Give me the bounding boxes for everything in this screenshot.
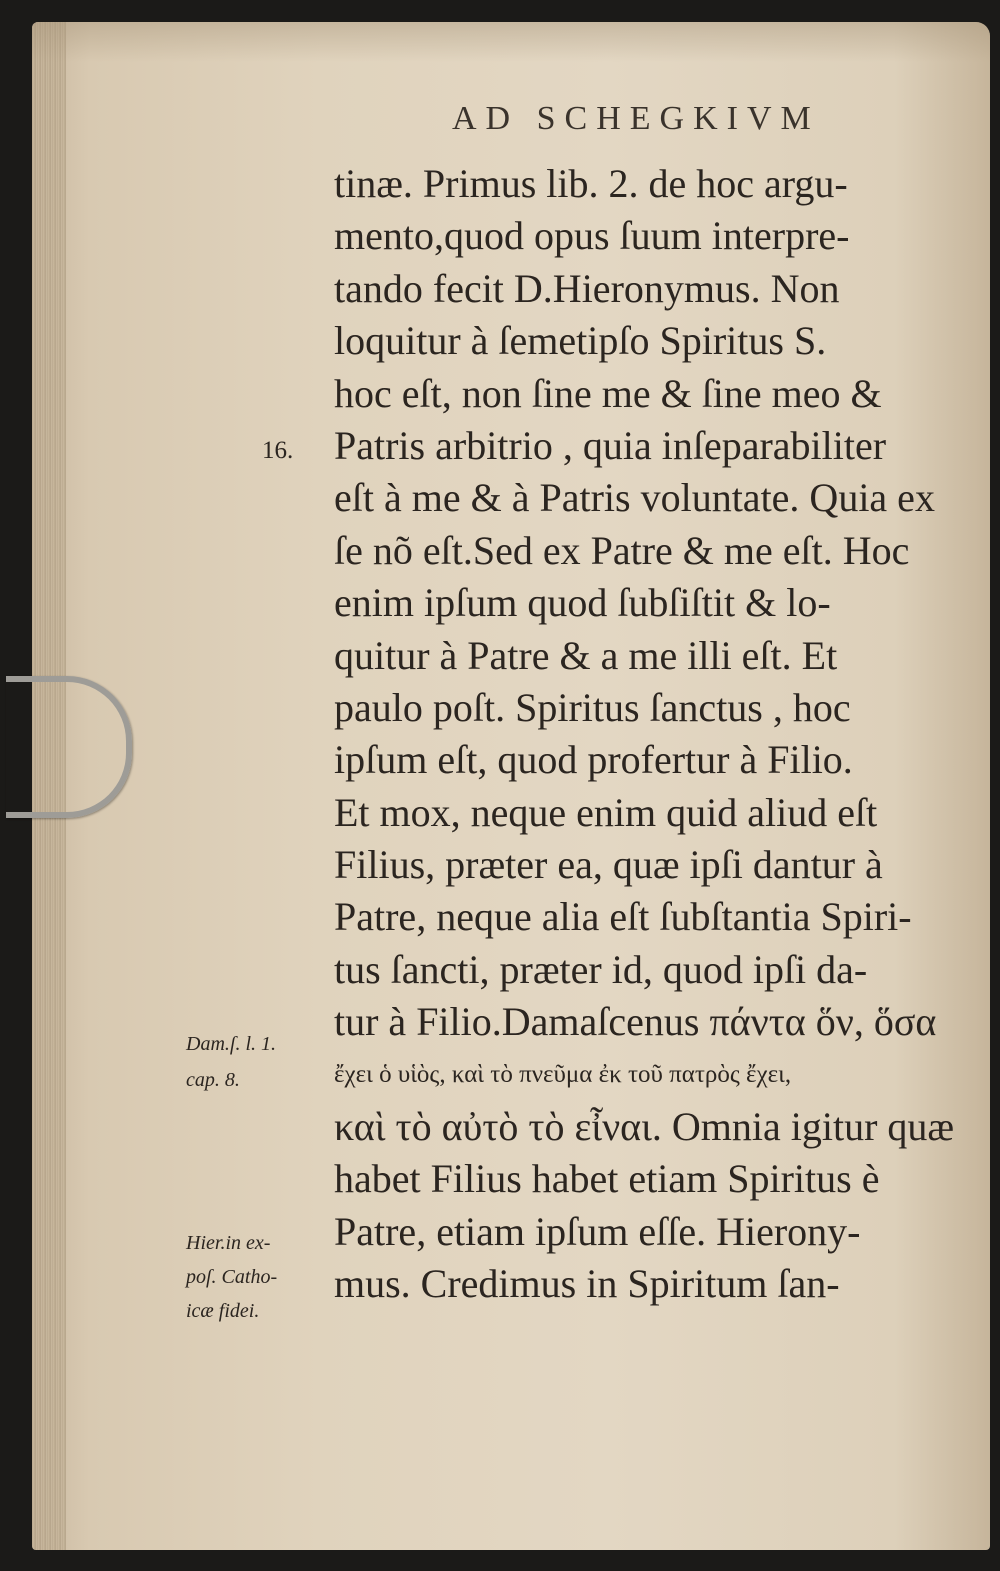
- text-line: hoc eſt, non ſine me & ſine meo &: [334, 370, 882, 416]
- text-line: tinæ. Primus lib. 2. de hoc argu-: [334, 161, 848, 206]
- text-line: paulo poſt. Spiritus ſanctus , hoc: [334, 684, 851, 730]
- text-line: habet Filius habet etiam Spiritus è: [334, 1156, 880, 1202]
- text-line: eſt à me & à Patris voluntate. Quia ex: [334, 475, 935, 521]
- text-line: quitur à Patre & a me illi eſt. Et: [334, 632, 838, 678]
- margin-number: 16.: [262, 437, 294, 464]
- margin-note-damascenus: [186, 1026, 276, 1098]
- text-line: mento,quod opus ſuum interpre-: [334, 213, 850, 259]
- page-shadow: [32, 22, 990, 62]
- text-line: Patre, neque alia eſt ſubſtantia Spiri-: [334, 894, 912, 940]
- paper-clip: [6, 676, 132, 818]
- text-line: loquitur à ſemetipſo Spiritus S.: [334, 318, 827, 364]
- text-line: καὶ τὸ αὐτὸ τὸ εἶναι. Omnia igitur quæ: [334, 1104, 955, 1150]
- text-line: Patre, etiam ipſum eſſe. Hierony-: [334, 1208, 861, 1254]
- text-line: enim ipſum quod ſubſiſtit & lo-: [334, 580, 831, 626]
- text-line: Patris arbitrio , quia inſeparabiliter: [334, 422, 887, 468]
- text-line: ſe nõ eſt.Sed ex Patre & me eſt. Hoc: [334, 527, 910, 573]
- margin-line: poſ. Catho-: [186, 1266, 278, 1288]
- text-line: tando fecit D.Hieronymus. Non: [334, 265, 840, 311]
- body-text: [334, 158, 964, 1311]
- text-line: Filius, præter ea, quæ ipſi dantur à: [334, 842, 883, 888]
- text-line: Et mox, neque enim quid aliud eſt: [334, 789, 878, 835]
- text-line: tur à Filio.Damaſcenus πάντα ὅν, ὅσα: [334, 999, 937, 1045]
- text-line: mus. Credimus in Spiritum ſan-: [334, 1261, 840, 1307]
- text-line-greek: ἔχει ὁ υἱὸς, καὶ τὸ πνεῦμα ἐκ τοῦ πατρὸς ἔχει,: [334, 1060, 792, 1088]
- running-title: AD SCHEGKIVM: [452, 100, 820, 137]
- text-line: ipſum eſt, quod profertur à Filio.: [334, 737, 853, 783]
- margin-note-hieronymus: [186, 1226, 277, 1328]
- margin-line: cap. 8.: [186, 1069, 240, 1091]
- margin-line: Hier.in ex-: [186, 1232, 271, 1254]
- text-line: tus ſancti, præter id, quod ipſi da-: [334, 946, 868, 992]
- margin-line: Dam.ſ. l. 1.: [186, 1033, 276, 1055]
- margin-line: icæ fidei.: [186, 1300, 260, 1322]
